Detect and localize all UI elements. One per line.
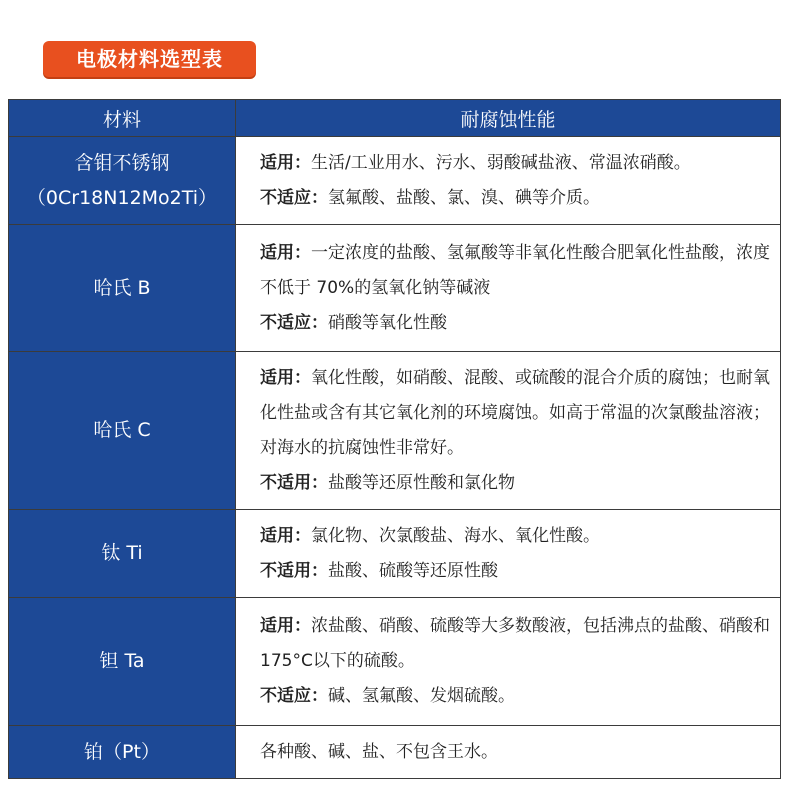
unsuitable-label: 不适应： [260,187,328,208]
unsuitable-paragraph [260,181,770,216]
table-row [9,225,780,352]
unsuitable-paragraph [260,306,770,341]
material-cell [9,598,236,725]
material-selection-table [8,99,781,779]
suitable-paragraph [260,609,770,679]
unsuitable-text: 盐酸、硫酸等还原性酸 [328,560,498,581]
performance-cell [236,598,780,725]
unsuitable-label: 不适用： [260,472,328,493]
suitable-paragraph [260,236,770,306]
unsuitable-text: 盐酸等还原性酸和氯化物 [328,472,515,493]
performance-cell [236,726,780,778]
table-header [9,100,780,137]
performance-cell [236,225,780,351]
suitable-paragraph [260,519,770,554]
material-cell [9,137,236,224]
page-title: 电极材料选型表 [43,41,256,77]
performance-cell [236,352,780,509]
table-row [9,137,780,225]
suitable-label: 适用： [260,367,311,388]
performance-cell [236,137,780,224]
suitable-paragraph [260,146,770,181]
suitable-text: 氧化性酸，如硝酸、混酸、或硫酸的混合介质的腐蚀；也耐氧化性盐或含有其它氧化剂的环境腐蚀。如高于常温的次氯酸盐溶液；对海水的抗腐蚀性非常好。 [260,367,770,458]
table-row [9,726,780,778]
material-cell [9,352,236,509]
unsuitable-label: 不适应： [260,312,328,333]
material-name: 铂（Pt） [84,740,160,763]
material-name: 钛 Ti [101,542,143,564]
material-name: 哈氏 C [93,419,151,441]
unsuitable-paragraph [260,679,770,714]
suitable-label: 适用： [260,616,311,636]
unsuitable-text: 硝酸等氧化性酸 [328,312,447,333]
performance-text: 各种酸、碱、盐、不包含王水。 [260,741,498,762]
unsuitable-text: 碱、氢氟酸、发烟硫酸。 [328,686,515,706]
material-name: 钽 Ta [99,650,145,672]
table-row [9,598,780,726]
material-cell [9,726,236,778]
suitable-text: 一定浓度的盐酸、氢氟酸等非氧化性酸合肥氧化性盐酸，浓度不低于 70%的氢氧化钠等碱液 [260,242,770,298]
suitable-text: 氯化物、次氯酸盐、海水、氧化性酸。 [311,525,600,546]
suitable-label: 适用： [260,242,311,263]
unsuitable-label: 不适用： [260,560,328,581]
suitable-paragraph [260,361,770,466]
performance-cell [236,510,780,597]
header-material: 材料 [9,100,236,136]
unsuitable-paragraph [260,554,770,589]
header-performance: 耐腐蚀性能 [460,108,556,131]
suitable-text: 生活/工业用水、污水、弱酸碱盐液、常温浓硝酸。 [311,152,691,173]
unsuitable-text: 氢氟酸、盐酸、氯、溴、碘等介质。 [328,187,600,208]
table-row [9,352,780,510]
material-name: 哈氏 B [93,276,151,299]
material-cell [9,510,236,597]
material-cell [9,225,236,351]
table-row [9,510,780,598]
suitable-label: 适用： [260,152,311,173]
material-grade: （0Cr18N12Mo2Ti） [26,186,218,209]
performance-paragraph [260,735,770,770]
material-name: 含钼不锈钢 [74,151,170,174]
suitable-label: 适用： [260,525,311,546]
suitable-text: 浓盐酸、硝酸、硫酸等大多数酸液，包括沸点的盐酸、硝酸和 175°C以下的硫酸。 [260,616,770,671]
unsuitable-label: 不适应： [260,686,328,706]
unsuitable-paragraph [260,466,770,501]
